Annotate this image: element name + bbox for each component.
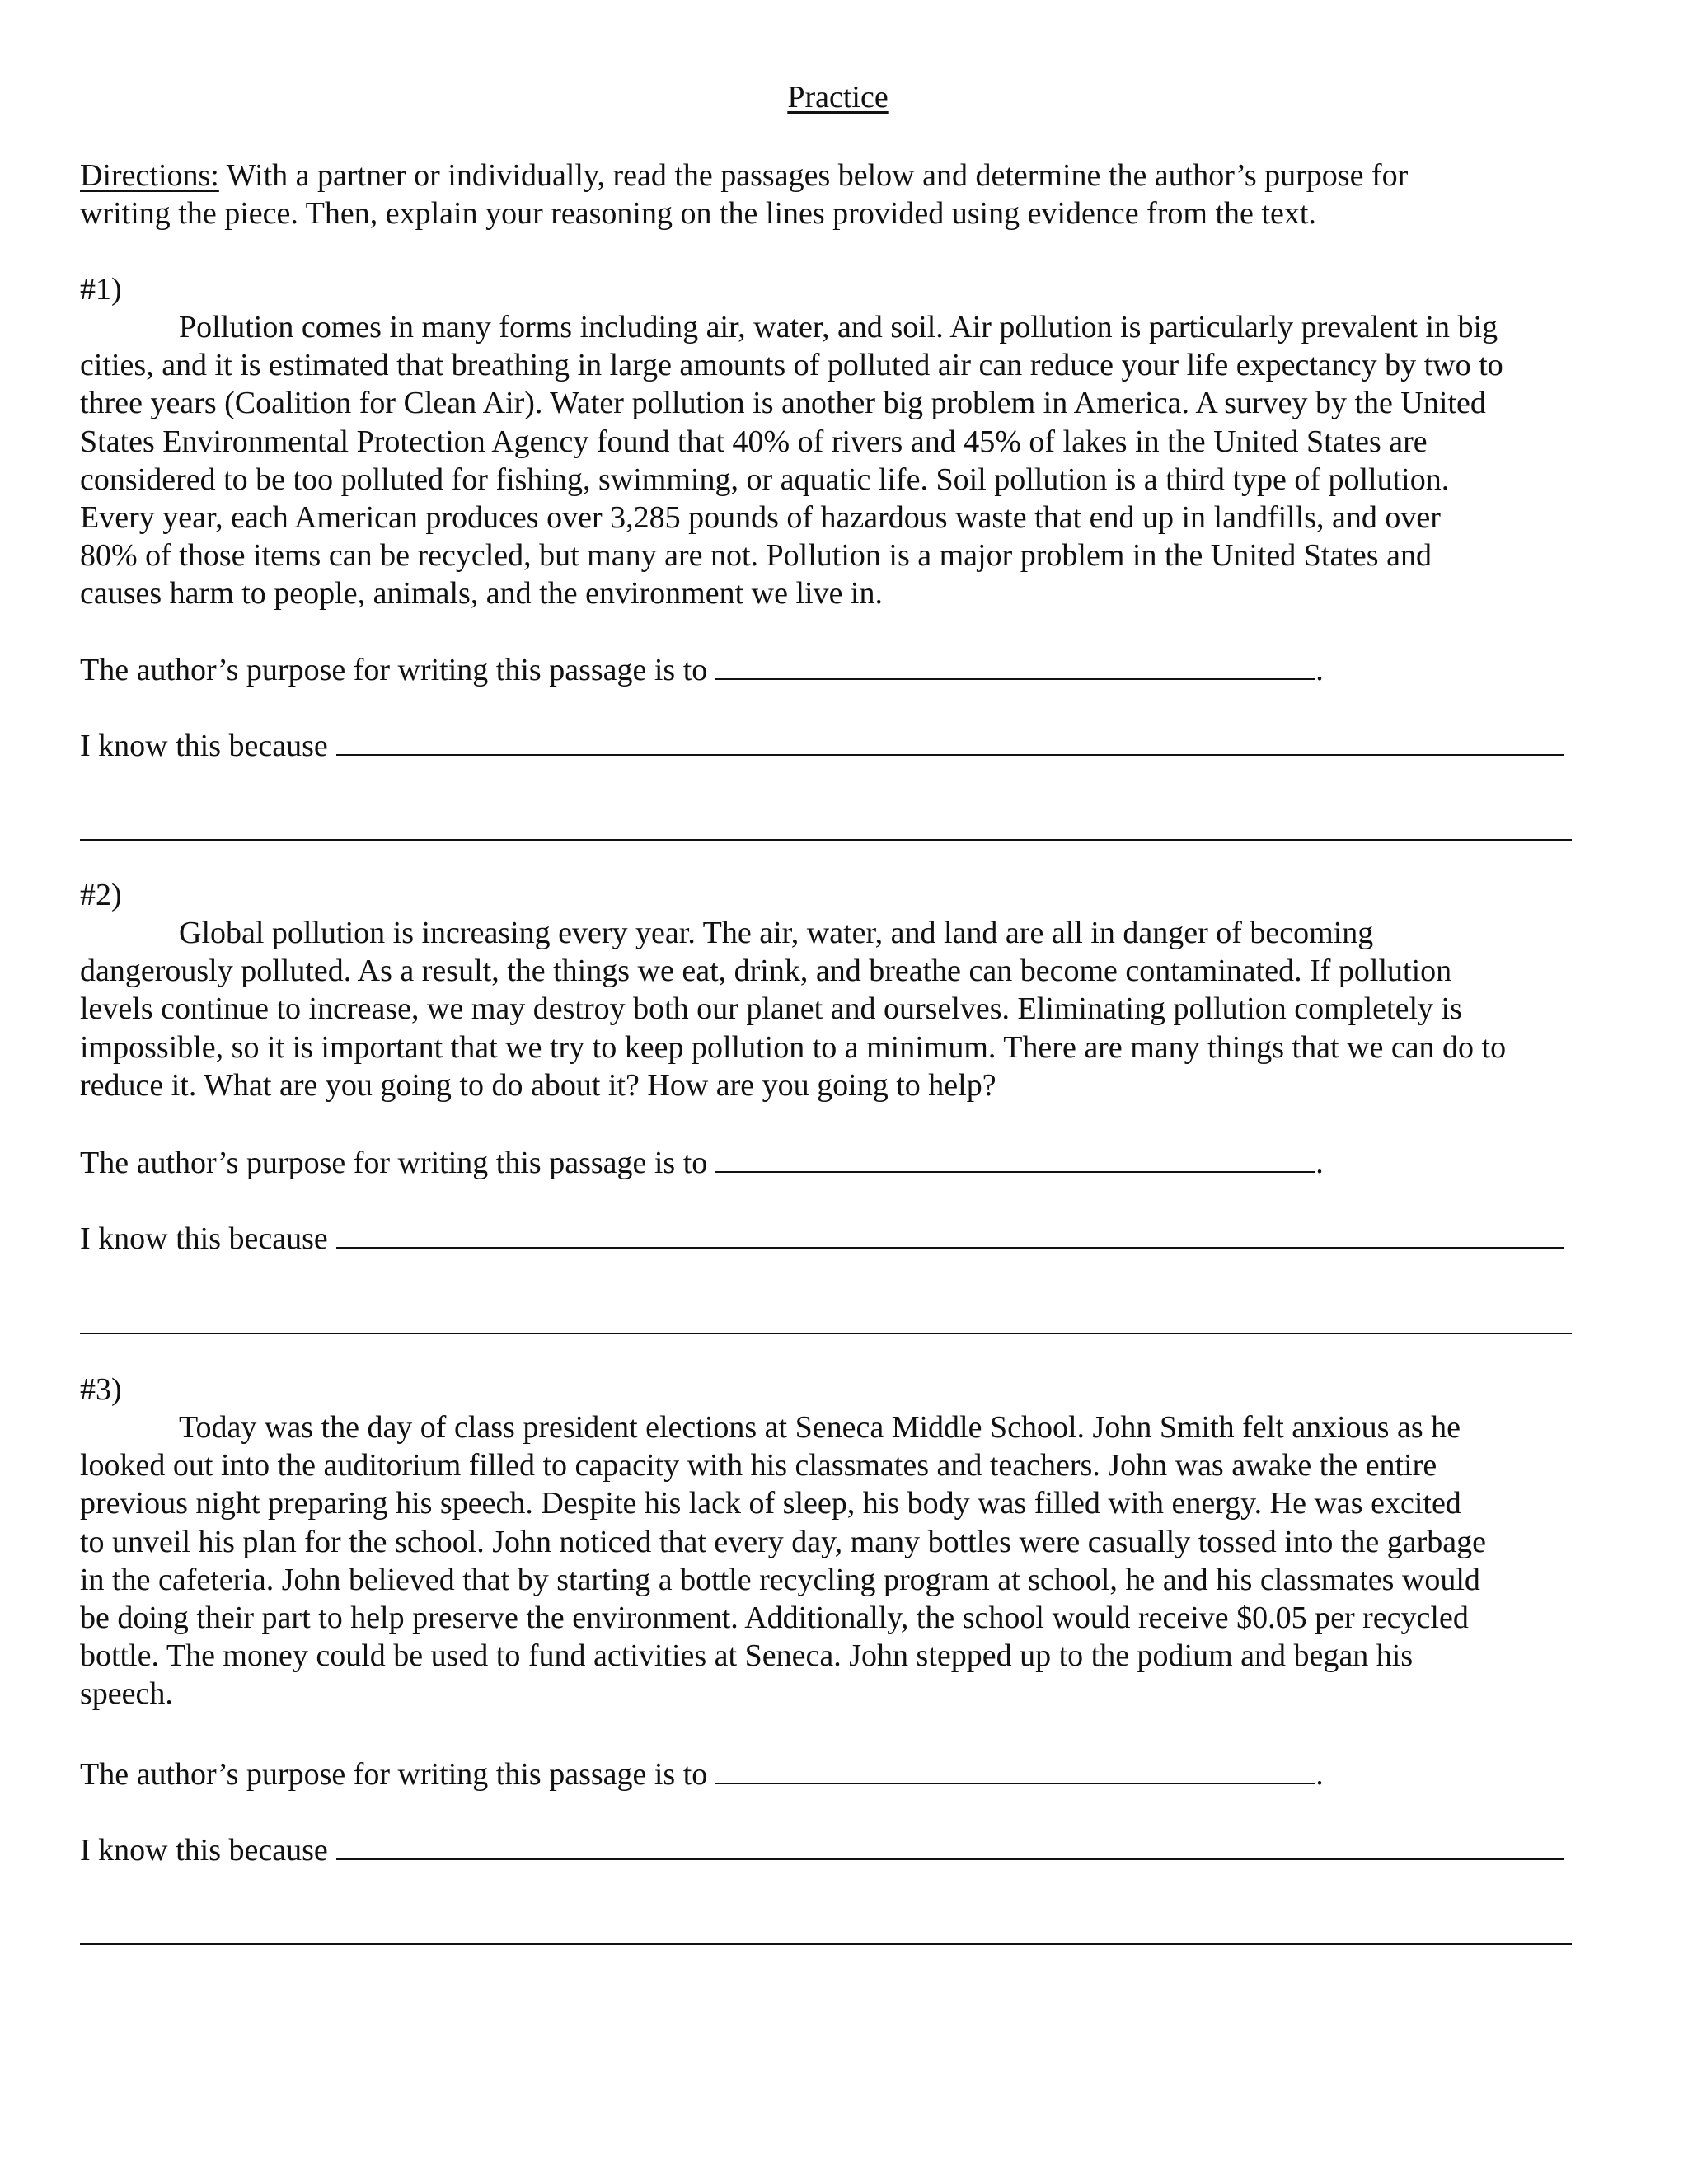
directions-label: Directions: [80,158,219,193]
reasoning-answer-line[interactable] [80,1333,1572,1334]
passage-line: in the cafeteria. John believed that by starting a bottle recycling program at school, he and his classmates would [80,1562,1480,1597]
passage-line: Pollution comes in many forms including air, water, and soil. Air pollution is particularly prevalent in big [179,310,1498,344]
passage-line: be doing their part to help preserve the environment. Additionally, the school would receive $0.05 per recycled [80,1601,1469,1636]
because-answer-blank[interactable] [336,729,1564,756]
title-text: Practice [787,80,889,115]
purpose-prompt: The author’s purpose for writing this passage is to [80,1757,708,1792]
purpose-answer-row-3 [80,1755,1613,1793]
passage-line: levels continue to increase, we may destroy both our planet and ourselves. Eliminating pollution completely is [80,991,1462,1027]
purpose-answer-blank[interactable] [715,1758,1315,1784]
because-answer-blank[interactable] [336,1222,1564,1249]
reasoning-answer-line[interactable] [80,839,1572,841]
passage-number: #3) [80,1372,122,1407]
passage-line: cities, and it is estimated that breathing in large amounts of polluted air can reduce your life expectancy by two to [80,348,1503,383]
directions [80,157,1613,232]
directions-text-1: With a partner or individually, read the passages below and determine the author’s purpose for [226,158,1409,193]
passage-1 [80,270,1613,613]
because-answer-row-2 [80,1220,1613,1258]
passage-3 [80,1371,1613,1713]
because-answer-row-1 [80,727,1613,765]
because-answer-blank[interactable] [336,1834,1564,1860]
purpose-period: . [1315,1146,1324,1180]
purpose-answer-blank[interactable] [715,654,1315,680]
page-title [0,78,1676,116]
directions-line-1 [80,157,1613,194]
passage-line: causes harm to people, animals, and the environment we live in. [80,576,883,612]
reasoning-answer-line[interactable] [80,1943,1572,1945]
purpose-answer-row-2 [80,1144,1613,1182]
passage-line: Global pollution is increasing every year. The air, water, and land are all in danger of becoming [179,916,1374,950]
purpose-period: . [1315,1757,1324,1792]
directions-text-2: writing the piece. Then, explain your reasoning on the lines provided using evidence from the text. [80,196,1316,231]
purpose-prompt: The author’s purpose for writing this passage is to [80,1146,708,1180]
passage-line: dangerously polluted. As a result, the things we eat, drink, and breathe can become contaminated. If pollution [80,954,1452,989]
passage-2 [80,876,1613,1104]
passage-line: Today was the day of class president elections at Seneca Middle School. John Smith felt anxious as he [179,1410,1461,1445]
passage-text [80,1408,1613,1713]
passage-line: looked out into the auditorium filled to capacity with his classmates and teachers. John was awake the entire [80,1448,1437,1483]
passage-line: previous night preparing his speech. Despite his lack of sleep, his body was filled with energy. He was excited [80,1486,1461,1521]
because-prompt: I know this because [80,729,328,763]
purpose-answer-blank[interactable] [715,1146,1315,1173]
purpose-prompt: The author’s purpose for writing this passage is to [80,653,708,687]
passage-line: to unveil his plan for the school. John noticed that every day, many bottles were casually tossed into the garbage [80,1524,1487,1559]
passage-line: reduce it. What are you going to do about it? How are you going to help? [80,1067,996,1103]
passage-line: Every year, each American produces over 3,285 pounds of hazardous waste that end up in landfills, and over [80,500,1441,536]
because-prompt: I know this because [80,1221,328,1256]
passage-line: 80% of those items can be recycled, but many are not. Pollution is a major problem in the United States and [80,538,1432,574]
because-answer-row-3 [80,1831,1613,1869]
purpose-period: . [1315,653,1324,687]
passage-number: #1) [80,272,122,307]
passage-text [80,914,1613,1104]
passage-line: speech. [80,1676,173,1712]
passage-line: States Environmental Protection Agency found that 40% of rivers and 45% of lakes in the United States are [80,424,1428,459]
passage-line: impossible, so it is important that we try to keep pollution to a minimum. There are many things that we can do to [80,1029,1507,1065]
passage-text [80,308,1613,613]
passage-line: considered to be too polluted for fishing, swimming, or aquatic life. Soil pollution is a third type of pollution. [80,462,1450,497]
passage-number: #2) [80,878,122,912]
purpose-answer-row-1 [80,651,1613,689]
passage-line: three years (Coalition for Clean Air). Water pollution is another big problem in America. A survey by the United [80,386,1486,421]
passage-line: bottle. The money could be used to fund activities at Seneca. John stepped up to the podium and began his [80,1638,1414,1674]
because-prompt: I know this because [80,1833,328,1868]
